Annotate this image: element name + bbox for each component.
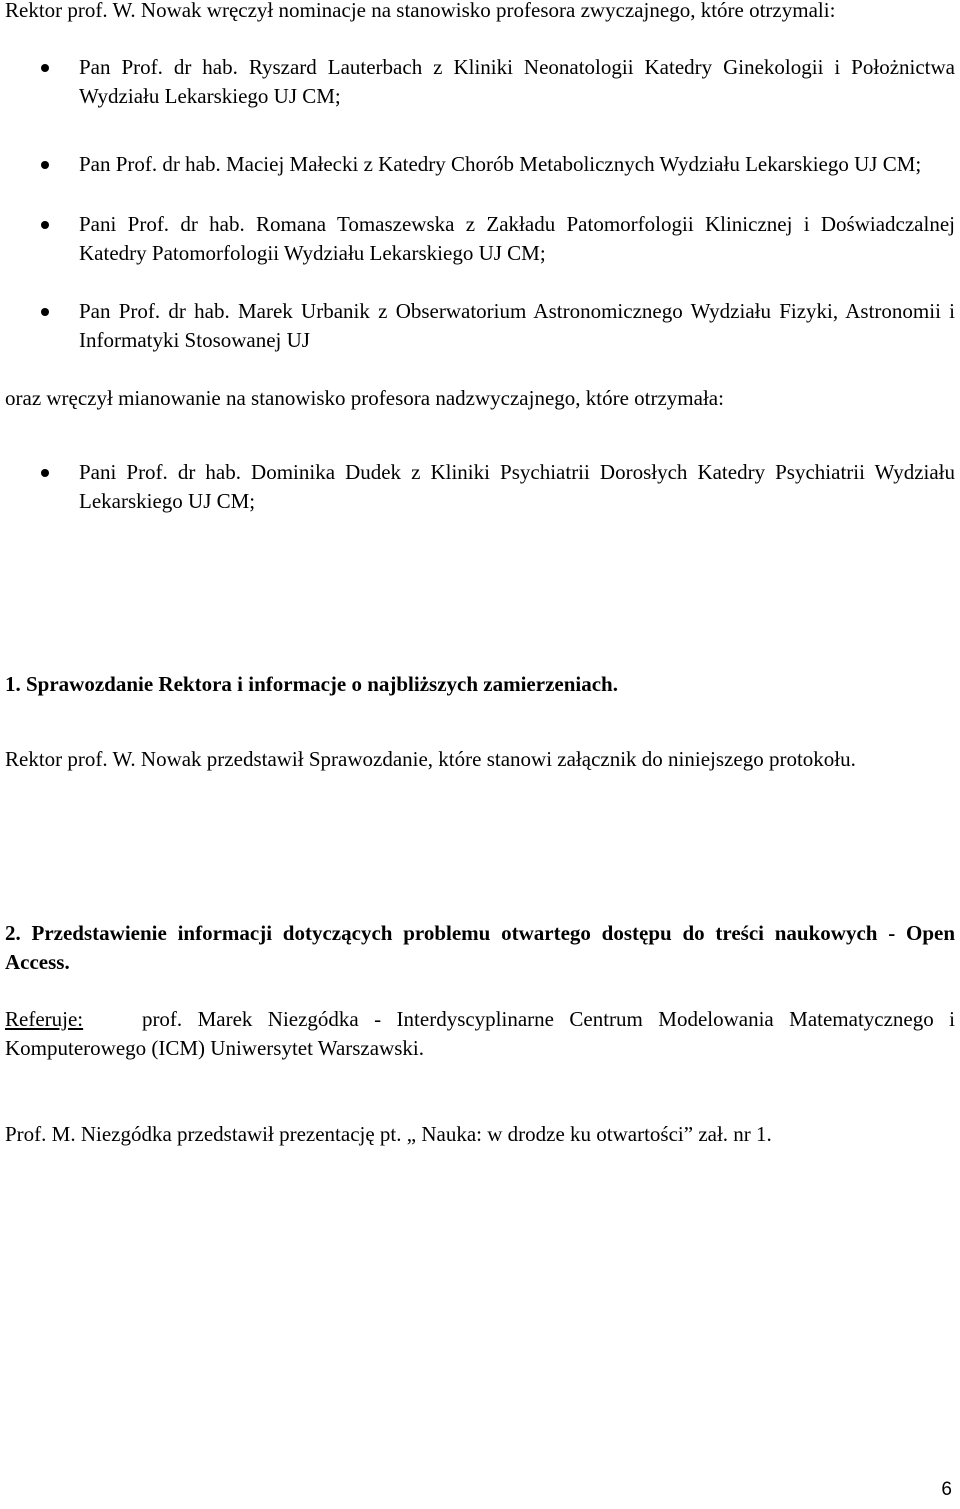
list-item: Pan Prof. dr hab. Ryszard Lauterbach z Kliniki Neonatologii Katedry Ginekologii i Położnictwa Wydziału Lekarskiego UJ CM; [5,53,955,111]
document-page [5,0,955,1149]
section-2-referuje [5,1005,955,1063]
intro-paragraph: Rektor prof. W. Nowak wręczył nominacje na stanowisko profesora zwyczajnego, które otrzymali: [5,0,836,22]
list-item: Pani Prof. dr hab. Romana Tomaszewska z Zakładu Patomorfologii Klinicznej i Doświadczalnej Katedry Patomorfologii Wydziału Lekarskiego UJ CM; [5,210,955,268]
appointments-list [5,458,955,516]
appointment-intro-paragraph: oraz wręczył mianowanie na stanowisko profesora nadzwyczajnego, które otrzymała: [5,386,724,410]
section-2-presentation: Prof. M. Niezgódka przedstawił prezentację pt. „ Nauka: w drodze ku otwartości” zał. nr 1. [5,1122,772,1146]
bullet-icon [41,221,49,229]
section-1-text: Rektor prof. W. Nowak przedstawił Sprawozdanie, które stanowi załącznik do niniejszego protokołu. [5,747,856,771]
section-1-heading: 1. Sprawozdanie Rektora i informacje o najbliższych zamierzeniach. [5,672,618,696]
bullet-icon [41,308,49,316]
list-item: Pan Prof. dr hab. Marek Urbanik z Obserwatorium Astronomicznego Wydziału Fizyki, Astronomii i Informatyki Stosowanej UJ [5,297,955,355]
bullet-icon [41,469,49,477]
referuje-label: Referuje: [5,1007,84,1031]
nominations-list [5,53,955,355]
bullet-icon [41,161,49,169]
list-item: Pan Prof. dr hab. Maciej Małecki z Katedry Chorób Metabolicznych Wydziału Lekarskiego UJ CM; [5,150,955,179]
list-item: Pani Prof. dr hab. Dominika Dudek z Kliniki Psychiatrii Dorosłych Katedry Psychiatrii Wydziału Lekarskiego UJ CM; [5,458,955,516]
bullet-icon [41,64,49,72]
section-2-heading: 2. Przedstawienie informacji dotyczących problemu otwartego dostępu do treści naukowych - Open Access. [5,921,955,974]
referuje-text: prof. Marek Niezgódka - Interdyscyplinarne Centrum Modelowania Matematycznego i Komputerowego (ICM) Uniwersytet Warszawski. [5,1007,955,1060]
page-number: 6 [941,1479,952,1500]
